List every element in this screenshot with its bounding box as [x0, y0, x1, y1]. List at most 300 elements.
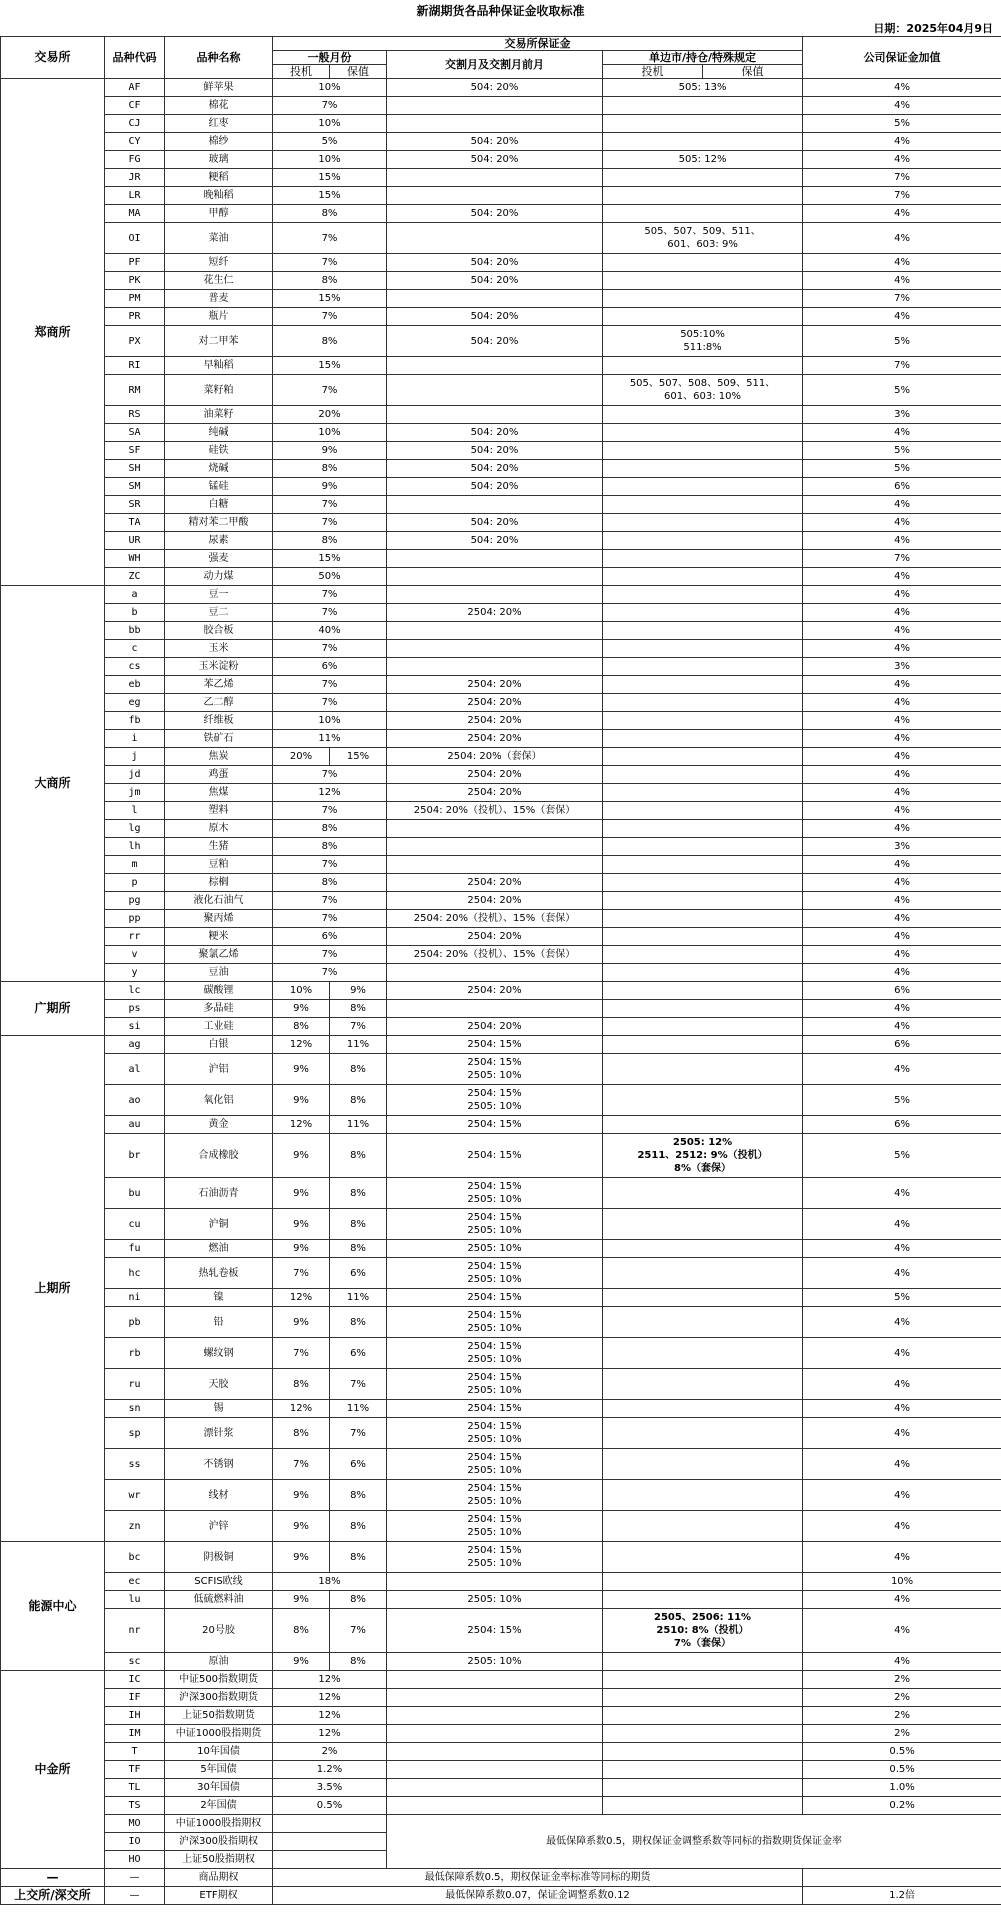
name-cell: 棉花: [165, 97, 273, 115]
general-hedge-cell: 8%: [330, 1134, 387, 1178]
special-cell: [603, 1761, 803, 1779]
name-cell: SCFIS欧线: [165, 1573, 273, 1591]
general-spec-cell: 9%: [273, 1000, 330, 1018]
company-cell: 4%: [803, 97, 1001, 115]
special-cell: [603, 1511, 803, 1542]
general-spec-cell: 9%: [273, 1511, 330, 1542]
general-spec-cell: 7%: [273, 1449, 330, 1480]
name-cell: 漂针浆: [165, 1418, 273, 1449]
name-cell: 阴极铜: [165, 1542, 273, 1573]
name-cell: 工业硅: [165, 1018, 273, 1036]
general-cell: 10%: [273, 79, 387, 97]
company-cell: 4%: [803, 1338, 1001, 1369]
delivery-cell: [387, 568, 603, 586]
table-row: [1, 892, 1001, 910]
company-cell: 4%: [803, 622, 1001, 640]
special-cell: [603, 784, 803, 802]
name-cell: 原木: [165, 820, 273, 838]
company-cell: 4%: [803, 1054, 1001, 1085]
general-spec-cell: 12%: [273, 1400, 330, 1418]
general-spec-cell: 12%: [273, 1116, 330, 1134]
code-cell: j: [105, 748, 165, 766]
delivery-cell: 2504: 20%: [387, 874, 603, 892]
delivery-cell: 2504: 15%: [387, 1134, 603, 1178]
table-row: [1, 712, 1001, 730]
general-hedge-cell: 6%: [330, 1449, 387, 1480]
name-cell: 豆油: [165, 964, 273, 982]
code-cell: c: [105, 640, 165, 658]
company-cell: 4%: [803, 1018, 1001, 1036]
code-cell: pb: [105, 1307, 165, 1338]
company-cell: 4%: [803, 1653, 1001, 1671]
delivery-cell: 504: 20%: [387, 133, 603, 151]
special-cell: [603, 802, 803, 820]
general-hedge-cell: 8%: [330, 1178, 387, 1209]
table-body: [1, 79, 1001, 1905]
general-spec-cell: 9%: [273, 1307, 330, 1338]
company-cell: 7%: [803, 550, 1001, 568]
delivery-cell: 2504: 15% 2505: 10%: [387, 1542, 603, 1573]
code-cell: cu: [105, 1209, 165, 1240]
name-cell: 中证1000股指期权: [165, 1815, 273, 1833]
company-cell: 4%: [803, 272, 1001, 290]
delivery-cell: 2504: 20%: [387, 694, 603, 712]
general-cell: 7%: [273, 254, 387, 272]
general-cell: 15%: [273, 357, 387, 375]
table-row: [1, 1480, 1001, 1511]
code-cell: eg: [105, 694, 165, 712]
special-cell: [603, 1591, 803, 1609]
company-cell: 4%: [803, 1418, 1001, 1449]
company-cell: 7%: [803, 290, 1001, 308]
special-cell: [603, 982, 803, 1000]
code-cell: pg: [105, 892, 165, 910]
general-cell: 12%: [273, 1689, 387, 1707]
table-row: [1, 1240, 1001, 1258]
general-hedge-cell: 7%: [330, 1369, 387, 1400]
delivery-cell: 504: 20%: [387, 326, 603, 357]
delivery-cell: 504: 20%: [387, 151, 603, 169]
name-cell: 玻璃: [165, 151, 273, 169]
general-spec-cell: 9%: [273, 1134, 330, 1178]
delivery-cell: 504: 20%: [387, 478, 603, 496]
general-spec-cell: 9%: [273, 1542, 330, 1573]
company-cell: 4%: [803, 254, 1001, 272]
table-row: [1, 1369, 1001, 1400]
header-name: 品种名称: [165, 37, 273, 79]
general-cell: 7%: [273, 375, 387, 406]
code-cell: CY: [105, 133, 165, 151]
name-cell: 玉米: [165, 640, 273, 658]
special-cell: [603, 97, 803, 115]
general-spec-cell: 12%: [273, 1036, 330, 1054]
company-cell: 4%: [803, 496, 1001, 514]
special-cell: [603, 892, 803, 910]
general-cell: [273, 1833, 387, 1851]
special-cell: [603, 568, 803, 586]
delivery-cell: 2504: 15% 2505: 10%: [387, 1054, 603, 1085]
general-cell: 7%: [273, 856, 387, 874]
special-cell: [603, 1258, 803, 1289]
delivery-cell: 2504: 20%: [387, 784, 603, 802]
general-cell: 10%: [273, 115, 387, 133]
table-row: [1, 676, 1001, 694]
table-row: [1, 1869, 1001, 1887]
table-row: [1, 928, 1001, 946]
name-cell: 白糖: [165, 496, 273, 514]
name-cell: 上证50股指期权: [165, 1851, 273, 1869]
delivery-cell: 504: 20%: [387, 442, 603, 460]
special-cell: [603, 604, 803, 622]
table-row: [1, 784, 1001, 802]
delivery-cell: [387, 856, 603, 874]
delivery-cell: [387, 586, 603, 604]
table-row: [1, 424, 1001, 442]
delivery-cell: 2504: 20%: [387, 1018, 603, 1036]
delivery-cell: 2504: 15% 2505: 10%: [387, 1480, 603, 1511]
company-cell: 4%: [803, 1240, 1001, 1258]
name-cell: 燃油: [165, 1240, 273, 1258]
delivery-cell: 2504: 15% 2505: 10%: [387, 1178, 603, 1209]
company-cell: 4%: [803, 133, 1001, 151]
company-cell: 4%: [803, 424, 1001, 442]
delivery-cell: 2504: 15%: [387, 1609, 603, 1653]
table-row: [1, 820, 1001, 838]
general-spec-cell: 9%: [273, 1209, 330, 1240]
general-hedge-cell: 8%: [330, 1307, 387, 1338]
special-cell: [603, 496, 803, 514]
delivery-cell: 504: 20%: [387, 272, 603, 290]
table-row: [1, 658, 1001, 676]
delivery-cell: 2504: 15% 2505: 10%: [387, 1258, 603, 1289]
delivery-cell: [387, 97, 603, 115]
general-cell: 1.2%: [273, 1761, 387, 1779]
company-cell: 4%: [803, 856, 1001, 874]
special-cell: [603, 622, 803, 640]
name-cell: 氧化铝: [165, 1085, 273, 1116]
company-cell: 4%: [803, 79, 1001, 97]
special-cell: [603, 254, 803, 272]
general-cell: 8%: [273, 460, 387, 478]
general-hedge-cell: 11%: [330, 1400, 387, 1418]
name-cell: 30年国债: [165, 1779, 273, 1797]
company-cell: 7%: [803, 187, 1001, 205]
company-cell: 6%: [803, 478, 1001, 496]
general-cell: 7%: [273, 676, 387, 694]
table-row: [1, 568, 1001, 586]
code-cell: IO: [105, 1833, 165, 1851]
name-cell: 豆粕: [165, 856, 273, 874]
name-cell: 液化石油气: [165, 892, 273, 910]
company-cell: 4%: [803, 1449, 1001, 1480]
code-cell: i: [105, 730, 165, 748]
delivery-cell: [387, 187, 603, 205]
table-row: [1, 1449, 1001, 1480]
special-cell: [603, 442, 803, 460]
code-cell: TL: [105, 1779, 165, 1797]
general-cell: 7%: [273, 946, 387, 964]
name-cell: 油菜籽: [165, 406, 273, 424]
general-hedge-cell: 6%: [330, 1338, 387, 1369]
code-cell: ps: [105, 1000, 165, 1018]
general-hedge-cell: 8%: [330, 1085, 387, 1116]
code-cell: sc: [105, 1653, 165, 1671]
table-row: [1, 1671, 1001, 1689]
company-cell: 4%: [803, 730, 1001, 748]
special-cell: [603, 1671, 803, 1689]
general-cell: 7%: [273, 892, 387, 910]
name-cell: 胶合板: [165, 622, 273, 640]
delivery-cell: 2504: 20%: [387, 712, 603, 730]
delivery-cell: 2504: 20%（投机）、15%（套保）: [387, 910, 603, 928]
table-row: [1, 550, 1001, 568]
code-cell: rb: [105, 1338, 165, 1369]
delivery-cell: [387, 169, 603, 187]
special-cell: [603, 1054, 803, 1085]
company-cell: 4%: [803, 712, 1001, 730]
note-cell: 最低保障系数0.07，保证金调整系数0.12: [273, 1887, 803, 1905]
general-spec-cell: 9%: [273, 1240, 330, 1258]
code-cell: IH: [105, 1707, 165, 1725]
general-spec-cell: 7%: [273, 1338, 330, 1369]
company-cell: 4%: [803, 223, 1001, 254]
general-cell: 10%: [273, 424, 387, 442]
special-cell: [603, 532, 803, 550]
table-row: [1, 1036, 1001, 1054]
general-cell: 15%: [273, 169, 387, 187]
general-hedge-cell: 11%: [330, 1036, 387, 1054]
table-row: [1, 982, 1001, 1000]
name-cell: 焦炭: [165, 748, 273, 766]
exchange-cell: —: [1, 1869, 105, 1887]
code-cell: ru: [105, 1369, 165, 1400]
special-cell: [603, 1707, 803, 1725]
code-cell: ZC: [105, 568, 165, 586]
name-cell: 瓶片: [165, 308, 273, 326]
name-cell: 甲醇: [165, 205, 273, 223]
special-cell: [603, 1000, 803, 1018]
name-cell: 锡: [165, 1400, 273, 1418]
company-cell: 4%: [803, 1258, 1001, 1289]
table-row: [1, 1000, 1001, 1018]
name-cell: 螺纹钢: [165, 1338, 273, 1369]
general-cell: 11%: [273, 730, 387, 748]
general-cell: 9%: [273, 442, 387, 460]
code-cell: lg: [105, 820, 165, 838]
table-row: [1, 133, 1001, 151]
special-cell: [603, 1289, 803, 1307]
header-company: 公司保证金加值: [803, 37, 1001, 79]
delivery-cell: [387, 406, 603, 424]
special-cell: [603, 1418, 803, 1449]
company-cell: 7%: [803, 357, 1001, 375]
name-cell: 白银: [165, 1036, 273, 1054]
name-cell: 粳稻: [165, 169, 273, 187]
code-cell: WH: [105, 550, 165, 568]
company-cell: 4%: [803, 910, 1001, 928]
table-row: [1, 802, 1001, 820]
special-cell: [603, 406, 803, 424]
name-cell: 尿素: [165, 532, 273, 550]
company-cell: 4%: [803, 1369, 1001, 1400]
code-cell: ec: [105, 1573, 165, 1591]
table-row: [1, 357, 1001, 375]
table-row: [1, 97, 1001, 115]
delivery-cell: [387, 1573, 603, 1591]
company-cell: 2%: [803, 1689, 1001, 1707]
delivery-cell: 2504: 20%: [387, 766, 603, 784]
table-row: [1, 532, 1001, 550]
delivery-cell: [387, 1743, 603, 1761]
table-row: [1, 478, 1001, 496]
company-cell: 4%: [803, 874, 1001, 892]
delivery-cell: 2504: 20%: [387, 928, 603, 946]
general-hedge-cell: 8%: [330, 1240, 387, 1258]
code-cell: pp: [105, 910, 165, 928]
delivery-cell: 504: 20%: [387, 254, 603, 272]
company-cell: 5%: [803, 115, 1001, 133]
special-cell: [603, 550, 803, 568]
table-row: [1, 187, 1001, 205]
code-cell: IM: [105, 1725, 165, 1743]
company-cell: 4%: [803, 964, 1001, 982]
company-cell: 4%: [803, 308, 1001, 326]
name-cell: 纯碱: [165, 424, 273, 442]
special-cell: [603, 1116, 803, 1134]
delivery-cell: [387, 1707, 603, 1725]
name-cell: 棉纱: [165, 133, 273, 151]
code-cell: OI: [105, 223, 165, 254]
code-cell: bb: [105, 622, 165, 640]
general-hedge-cell: 8%: [330, 1054, 387, 1085]
delivery-cell: [387, 1000, 603, 1018]
general-cell: 2%: [273, 1743, 387, 1761]
delivery-cell: [387, 375, 603, 406]
special-cell: [603, 1307, 803, 1338]
name-cell: 2年国债: [165, 1797, 273, 1815]
general-cell: 8%: [273, 820, 387, 838]
general-cell: 7%: [273, 694, 387, 712]
delivery-cell: 2504: 15%: [387, 1036, 603, 1054]
header-general-hedge: 保值: [330, 65, 387, 79]
special-cell: [603, 712, 803, 730]
general-hedge-cell: 7%: [330, 1418, 387, 1449]
delivery-cell: 504: 20%: [387, 308, 603, 326]
general-cell: 15%: [273, 550, 387, 568]
company-cell: 4%: [803, 1609, 1001, 1653]
delivery-cell: 2505: 10%: [387, 1591, 603, 1609]
table-row: [1, 115, 1001, 133]
special-cell: [603, 1725, 803, 1743]
table-row: [1, 254, 1001, 272]
exchange-cell: 大商所: [1, 586, 105, 982]
name-cell: 铁矿石: [165, 730, 273, 748]
table-row: [1, 1779, 1001, 1797]
company-cell: 4%: [803, 586, 1001, 604]
delivery-cell: [387, 550, 603, 568]
name-cell: 合成橡胶: [165, 1134, 273, 1178]
delivery-cell: 2504: 15% 2505: 10%: [387, 1511, 603, 1542]
name-cell: 生猪: [165, 838, 273, 856]
company-cell: 4%: [803, 514, 1001, 532]
company-cell: 4%: [803, 676, 1001, 694]
special-cell: 505: 12%: [603, 151, 803, 169]
delivery-cell: 2504: 15% 2505: 10%: [387, 1338, 603, 1369]
company-cell: 6%: [803, 982, 1001, 1000]
general-cell: 7%: [273, 910, 387, 928]
table-row: [1, 964, 1001, 982]
general-hedge-cell: 7%: [330, 1018, 387, 1036]
general-hedge-cell: 8%: [330, 1511, 387, 1542]
general-hedge-cell: 8%: [330, 1480, 387, 1511]
delivery-cell: [387, 1725, 603, 1743]
code-cell: PM: [105, 290, 165, 308]
table-row: [1, 1725, 1001, 1743]
name-cell: 晚籼稻: [165, 187, 273, 205]
name-cell: 石油沥青: [165, 1178, 273, 1209]
code-cell: AF: [105, 79, 165, 97]
company-cell: 5%: [803, 1289, 1001, 1307]
general-hedge-cell: 8%: [330, 1653, 387, 1671]
company-cell: 4%: [803, 604, 1001, 622]
special-cell: [603, 460, 803, 478]
name-cell: 精对苯二甲酸: [165, 514, 273, 532]
delivery-cell: [387, 223, 603, 254]
delivery-cell: [387, 640, 603, 658]
special-cell: [603, 133, 803, 151]
table-row: [1, 1054, 1001, 1085]
general-cell: 12%: [273, 1725, 387, 1743]
name-cell: 天胶: [165, 1369, 273, 1400]
general-spec-cell: 7%: [273, 1258, 330, 1289]
code-cell: bu: [105, 1178, 165, 1209]
code-cell: —: [105, 1869, 165, 1887]
special-cell: [603, 658, 803, 676]
header-delivery: 交割月及交割月前月: [387, 51, 603, 79]
special-cell: [603, 1449, 803, 1480]
general-cell: 18%: [273, 1573, 387, 1591]
name-cell: 粳米: [165, 928, 273, 946]
special-cell: 505、507、509、511、 601、603: 9%: [603, 223, 803, 254]
delivery-cell: 2504: 15% 2505: 10%: [387, 1418, 603, 1449]
company-cell: 4%: [803, 532, 1001, 550]
table-row: [1, 1887, 1001, 1905]
table-row: [1, 1542, 1001, 1573]
special-cell: [603, 1178, 803, 1209]
general-spec-cell: 8%: [273, 1418, 330, 1449]
general-hedge-cell: 8%: [330, 1591, 387, 1609]
name-cell: 聚丙烯: [165, 910, 273, 928]
general-cell: 7%: [273, 514, 387, 532]
name-cell: 花生仁: [165, 272, 273, 290]
delivery-cell: 2504: 15% 2505: 10%: [387, 1209, 603, 1240]
company-cell: 3%: [803, 406, 1001, 424]
company-cell: 4%: [803, 766, 1001, 784]
company-cell: 4%: [803, 640, 1001, 658]
delivery-cell: [387, 1797, 603, 1815]
general-cell: 8%: [273, 838, 387, 856]
name-cell: 中证500指数期货: [165, 1671, 273, 1689]
special-cell: [603, 1480, 803, 1511]
general-cell: 7%: [273, 586, 387, 604]
table-row: [1, 604, 1001, 622]
table-row: [1, 205, 1001, 223]
table-row: [1, 1400, 1001, 1418]
table-row: [1, 1258, 1001, 1289]
special-cell: [603, 290, 803, 308]
delivery-cell: [387, 357, 603, 375]
name-cell: 鲜苹果: [165, 79, 273, 97]
